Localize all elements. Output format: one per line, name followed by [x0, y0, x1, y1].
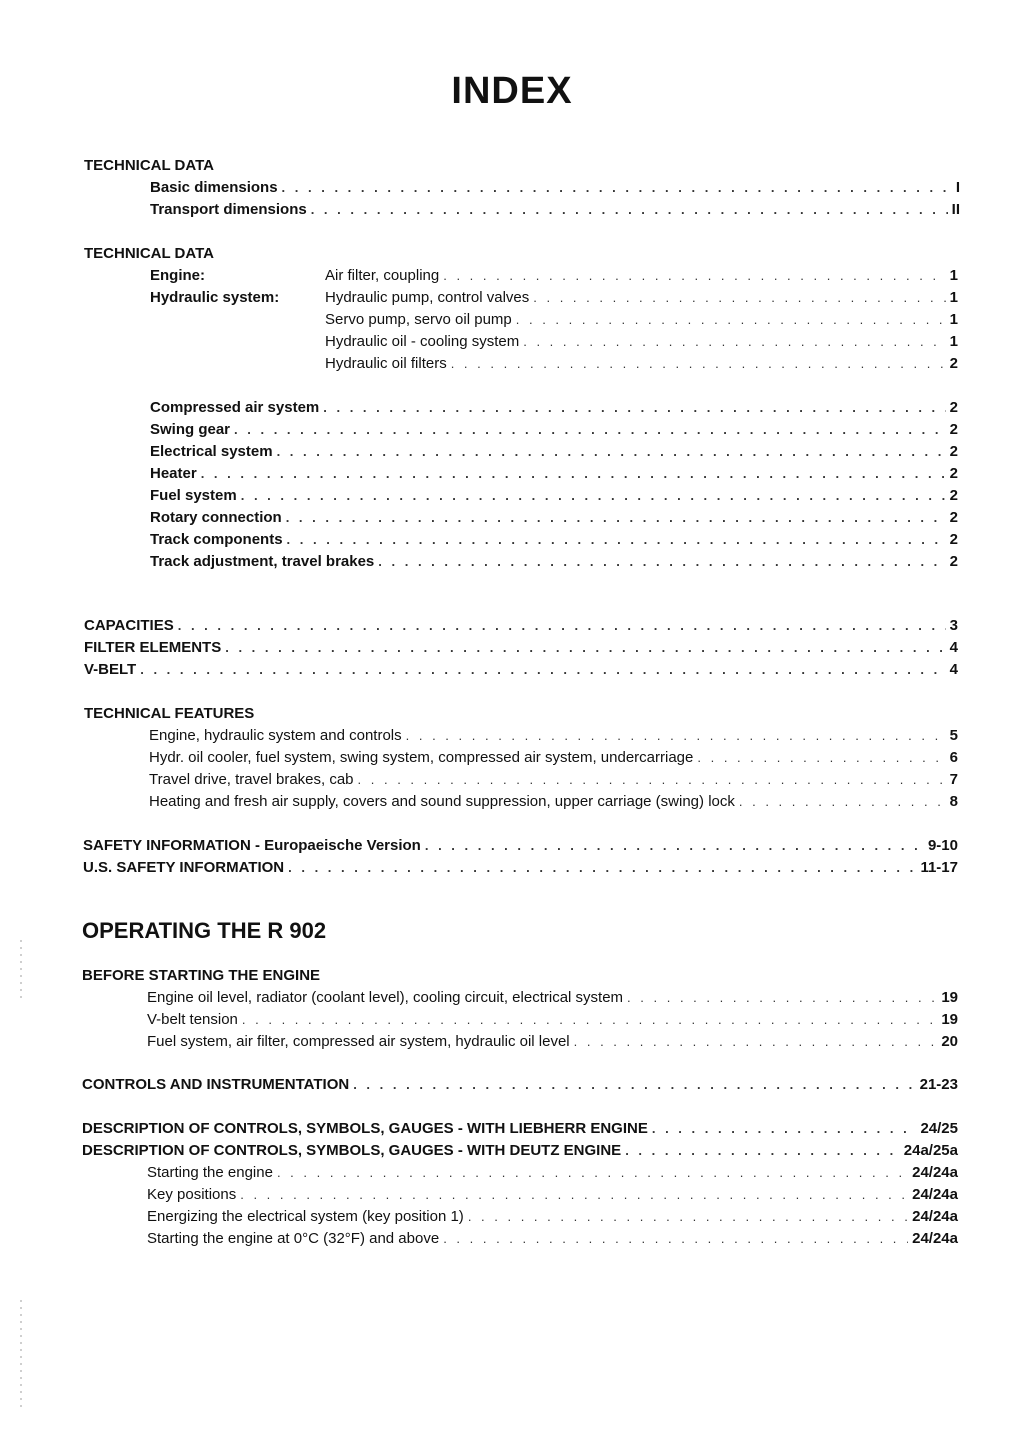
- toc-entry[interactable]: [150, 201, 960, 219]
- dot-leader: [225, 639, 945, 657]
- dot-leader: [468, 1208, 908, 1226]
- toc-entry-label: V-BELT: [84, 661, 137, 678]
- toc-entry-label: Heater: [150, 465, 197, 482]
- toc-entry-label: Compressed air system: [150, 399, 320, 416]
- dot-leader: [516, 311, 946, 329]
- toc-entry[interactable]: [150, 399, 958, 417]
- dot-leader: [739, 793, 946, 811]
- toc-entry-page: 21-23: [919, 1076, 958, 1093]
- dot-leader: [311, 201, 948, 219]
- category-label-hydraulic: Hydraulic system:: [150, 289, 280, 306]
- toc-entry[interactable]: [150, 487, 958, 505]
- toc-entry-page: 24/24a: [912, 1208, 958, 1225]
- toc-entry-page: 8: [949, 793, 958, 810]
- dot-leader: [323, 399, 945, 417]
- toc-entry-label: Engine oil level, radiator (coolant level), cooling circuit, electrical system: [147, 989, 624, 1006]
- toc-entry-label: Starting the engine at 0°C (32°F) and above: [147, 1230, 440, 1247]
- toc-entry-label: V-belt tension: [147, 1011, 238, 1028]
- toc-entry-page: 7: [949, 771, 958, 788]
- toc-entry[interactable]: [84, 661, 958, 679]
- toc-entry[interactable]: [150, 531, 958, 549]
- dot-leader: [277, 443, 946, 461]
- toc-entry-page: 19: [941, 1011, 958, 1028]
- toc-entry[interactable]: [150, 443, 958, 461]
- toc-entry[interactable]: [82, 1076, 958, 1094]
- dot-leader: [533, 289, 945, 307]
- toc-entry-label: Hydr. oil cooler, fuel system, swing system, compressed air system, undercarriage: [149, 749, 694, 766]
- dot-leader: [241, 487, 946, 505]
- toc-entry-page: I: [955, 179, 960, 196]
- dot-leader: [277, 1164, 908, 1182]
- toc-entry-page: 11-17: [920, 859, 958, 876]
- toc-entry-page: 3: [949, 617, 958, 634]
- toc-entry[interactable]: [147, 989, 958, 1007]
- toc-entry[interactable]: [325, 311, 958, 329]
- toc-entry-page: 19: [941, 989, 958, 1006]
- toc-entry-label: Rotary connection: [150, 509, 282, 526]
- toc-entry-label: Starting the engine: [147, 1164, 273, 1181]
- toc-entry-label: Heating and fresh air supply, covers and sound suppression, upper carriage (swing) lock: [149, 793, 735, 810]
- toc-entry[interactable]: [150, 553, 958, 571]
- toc-entry[interactable]: [150, 179, 960, 197]
- page-title: INDEX: [451, 70, 573, 112]
- dot-leader: [178, 617, 946, 635]
- toc-entry-page: 2: [949, 553, 958, 570]
- toc-entry[interactable]: [149, 727, 958, 745]
- toc-entry[interactable]: [325, 289, 958, 307]
- toc-entry-page: 24/25: [920, 1120, 958, 1137]
- dot-leader: [378, 553, 945, 571]
- toc-entry-page: 9-10: [927, 837, 958, 854]
- toc-entry[interactable]: [84, 617, 958, 635]
- toc-entry[interactable]: [149, 749, 958, 767]
- toc-entry-label: Fuel system, air filter, compressed air system, hydraulic oil level: [147, 1033, 570, 1050]
- dot-leader: [282, 179, 952, 197]
- toc-entry-label: Travel drive, travel brakes, cab: [149, 771, 354, 788]
- dot-leader: [627, 989, 937, 1007]
- toc-entry[interactable]: [84, 639, 958, 657]
- chapter-heading: OPERATING THE R 902: [82, 918, 327, 943]
- toc-entry[interactable]: [150, 509, 958, 527]
- toc-entry[interactable]: [147, 1186, 958, 1204]
- toc-entry-label: U.S. SAFETY INFORMATION: [83, 859, 285, 876]
- dot-leader: [574, 1033, 938, 1051]
- toc-entry-label: Swing gear: [150, 421, 231, 438]
- toc-entry-page: 2: [949, 355, 958, 372]
- toc-entry-label: Energizing the electrical system (key position 1): [147, 1208, 464, 1225]
- toc-entry-label: SAFETY INFORMATION - Europaeische Version: [83, 837, 421, 854]
- toc-entry-page: 1: [949, 311, 958, 328]
- toc-entry[interactable]: [150, 465, 958, 483]
- section-heading: TECHNICAL FEATURES: [84, 705, 255, 722]
- dot-leader: [140, 661, 945, 679]
- toc-entry[interactable]: [149, 793, 958, 811]
- toc-entry-page: 5: [949, 727, 958, 744]
- dot-leader: [242, 1011, 937, 1029]
- toc-entry-page: 24a/25a: [903, 1142, 958, 1159]
- toc-entry-page: 2: [949, 509, 958, 526]
- toc-entry-label: Hydraulic pump, control valves: [325, 289, 530, 306]
- toc-entry-label: Key positions: [147, 1186, 237, 1203]
- scan-edge-mark: [20, 1300, 22, 1410]
- toc-entry-page: 1: [949, 333, 958, 350]
- toc-entry[interactable]: [325, 355, 958, 373]
- scan-edge-mark: [20, 940, 22, 1000]
- dot-leader: [425, 837, 924, 855]
- dot-leader: [625, 1142, 900, 1160]
- toc-entry[interactable]: [147, 1033, 958, 1051]
- toc-entry-label: Transport dimensions: [150, 201, 307, 218]
- toc-entry-page: 24/24a: [912, 1230, 958, 1247]
- dot-leader: [443, 1230, 908, 1248]
- toc-entry-label: Track adjustment, travel brakes: [150, 553, 375, 570]
- dot-leader: [697, 749, 945, 767]
- dot-leader: [286, 509, 946, 527]
- toc-entry-label: CONTROLS AND INSTRUMENTATION: [82, 1076, 350, 1093]
- toc-entry-label: CAPACITIES: [84, 617, 174, 634]
- toc-entry-page: 24/24a: [912, 1186, 958, 1203]
- dot-leader: [234, 421, 946, 439]
- toc-entry-page: 4: [949, 661, 958, 678]
- toc-entry-label: Servo pump, servo oil pump: [325, 311, 512, 328]
- toc-entry-label: Electrical system: [150, 443, 273, 460]
- dot-leader: [353, 1076, 915, 1094]
- dot-leader: [288, 859, 916, 877]
- toc-entry[interactable]: [325, 333, 958, 351]
- dot-leader: [652, 1120, 917, 1138]
- category-label-engine: Engine:: [150, 267, 205, 284]
- toc-entry-page: 6: [949, 749, 958, 766]
- dot-leader: [240, 1186, 908, 1204]
- toc-entry[interactable]: [147, 1208, 958, 1226]
- toc-entry-label: Fuel system: [150, 487, 237, 504]
- toc-entry[interactable]: [325, 267, 958, 285]
- dot-leader: [523, 333, 945, 351]
- toc-entry-label: Air filter, coupling: [325, 267, 440, 284]
- toc-entry[interactable]: [150, 421, 958, 439]
- toc-entry-label: DESCRIPTION OF CONTROLS, SYMBOLS, GAUGES - WITH LIEBHERR ENGINE: [82, 1120, 648, 1137]
- toc-entry[interactable]: [149, 771, 958, 789]
- dot-leader: [201, 465, 946, 483]
- toc-entry-page: 20: [941, 1033, 958, 1050]
- toc-entry-label: Hydraulic oil filters: [325, 355, 447, 372]
- toc-entry-page: 2: [949, 487, 958, 504]
- toc-entry-page: 2: [949, 531, 958, 548]
- toc-entry-page: 2: [949, 443, 958, 460]
- toc-entry[interactable]: [82, 1120, 958, 1138]
- toc-entry-page: 2: [949, 421, 958, 438]
- section-heading: TECHNICAL DATA: [84, 157, 214, 174]
- toc-entry-label: DESCRIPTION OF CONTROLS, SYMBOLS, GAUGES - WITH DEUTZ ENGINE: [82, 1142, 622, 1159]
- toc-entry-page: 1: [949, 267, 958, 284]
- toc-entry-page: 24/24a: [912, 1164, 958, 1181]
- toc-entry-page: 2: [949, 465, 958, 482]
- dot-leader: [358, 771, 946, 789]
- toc-entry-page: 2: [949, 399, 958, 416]
- toc-entry-page: 1: [949, 289, 958, 306]
- toc-entry-page: 4: [949, 639, 958, 656]
- section-heading: BEFORE STARTING THE ENGINE: [82, 967, 321, 984]
- toc-entry-page: II: [951, 201, 960, 218]
- toc-entry[interactable]: [83, 859, 958, 877]
- toc-entry[interactable]: [147, 1011, 958, 1029]
- toc-entry-label: Hydraulic oil - cooling system: [325, 333, 520, 350]
- dot-leader: [287, 531, 946, 549]
- toc-entry[interactable]: [82, 1142, 958, 1160]
- dot-leader: [406, 727, 946, 745]
- toc-entry[interactable]: [147, 1164, 958, 1182]
- toc-entry-label: Track components: [150, 531, 283, 548]
- dot-leader: [443, 267, 945, 285]
- dot-leader: [451, 355, 946, 373]
- toc-entry-label: Basic dimensions: [150, 179, 278, 196]
- section-heading: TECHNICAL DATA: [84, 245, 214, 262]
- toc-entry[interactable]: [83, 837, 958, 855]
- toc-entry[interactable]: [147, 1230, 958, 1248]
- toc-entry-label: FILTER ELEMENTS: [84, 639, 222, 656]
- toc-entry-label: Engine, hydraulic system and controls: [149, 727, 402, 744]
